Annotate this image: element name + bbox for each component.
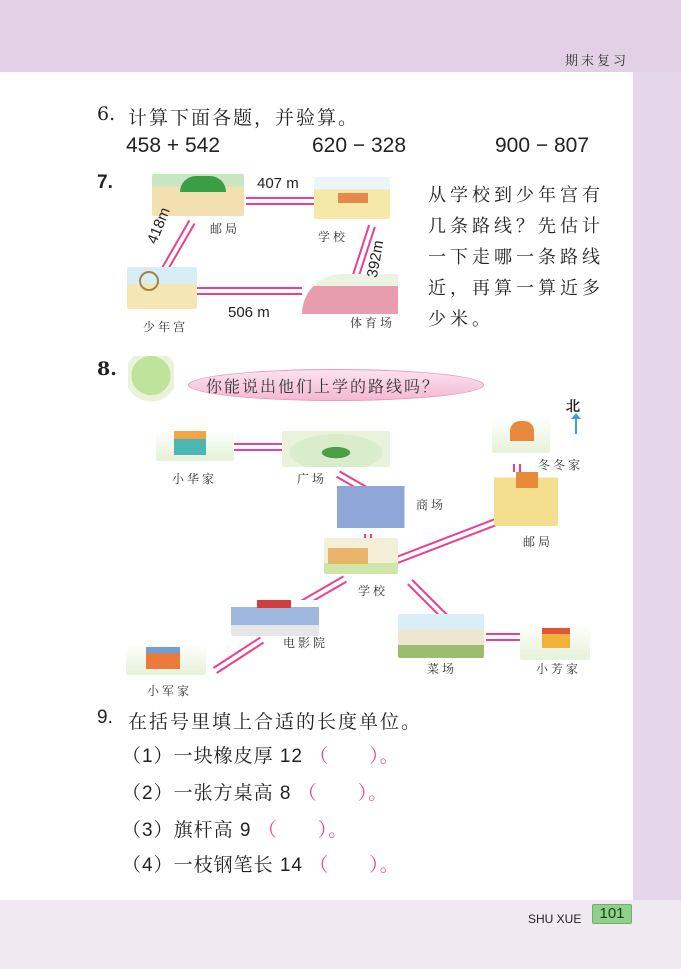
label-xiaohua-home: 小华家 (172, 472, 218, 486)
market-image (398, 614, 484, 658)
xiaojun-home-image (126, 637, 206, 675)
label-xiaofang-home: 小芳家 (536, 662, 582, 676)
question-6-number: 6. (97, 103, 116, 125)
item-index: （2） (122, 783, 174, 804)
question-9-number: 9. (97, 707, 113, 728)
question-6-prompt: 计算下面各题，并验算。 (128, 107, 360, 129)
question-8-number: 8. (97, 358, 117, 380)
road-xiaohua-square (234, 443, 284, 451)
answer-blank-1[interactable]: （ ）。 (309, 746, 400, 767)
road-market-xiaofang (486, 633, 520, 641)
distance-post-youth: 418m (144, 205, 174, 247)
distance-youth-stadium: 506 m (228, 304, 270, 321)
road-youth-stadium (196, 287, 302, 295)
footer-band (0, 900, 681, 969)
item-index: （4） (122, 855, 174, 876)
answer-blank-3[interactable]: （ ）。 (257, 820, 349, 841)
fill-item-3 (122, 815, 348, 842)
label-dongdong-home: 冬冬家 (538, 458, 584, 472)
label-school-8: 学校 (358, 584, 389, 598)
label-market: 菜场 (427, 662, 458, 676)
fill-item-4 (122, 850, 400, 877)
item-text: 一张方桌高 8 (173, 783, 292, 804)
question-7-prompt: 从学校到少年宫有几条路线？先估计一下走哪一条路线近，再算一算近多少米。 (428, 185, 604, 330)
subject-label: SHU XUE (528, 912, 582, 926)
speech-bubble-text: 你能说出他们上学的路线吗？ (206, 377, 441, 396)
label-xiaojun-home: 小军家 (147, 684, 193, 698)
school-image (314, 177, 390, 219)
label-post-office-8: 邮局 (523, 535, 554, 549)
north-label: 北 (566, 399, 580, 415)
xiaohua-home-image (156, 425, 234, 461)
question-9-prompt: 在括号里填上合适的长度单位。 (128, 711, 423, 733)
label-square: 广场 (297, 472, 328, 486)
xiaofang-home-image (520, 618, 590, 660)
cinema-image (231, 600, 319, 636)
road-post-school (246, 197, 314, 205)
item-index: （3） (122, 820, 174, 841)
dongdong-home-image (492, 413, 550, 453)
distance-post-school: 407 m (257, 175, 299, 192)
label-youth-palace: 少年宫 (143, 320, 189, 334)
answer-blank-2[interactable]: （ ）。 (297, 783, 389, 804)
problem-3: 900 − 807 (495, 134, 590, 157)
north-arrow-icon (575, 418, 577, 434)
cabbage-mascot-icon (128, 356, 174, 412)
label-post-office: 邮局 (210, 222, 241, 236)
label-school: 学校 (318, 230, 349, 244)
school-8-image (324, 538, 398, 574)
problem-2: 620 − 328 (312, 134, 407, 157)
answer-blank-4[interactable]: （ ）。 (309, 855, 400, 876)
distance-school-stadium: 392m (364, 239, 388, 279)
label-cinema: 电影院 (283, 636, 329, 650)
item-text: 旗杆高 9 (173, 820, 252, 841)
fill-item-1 (122, 741, 400, 768)
youth-palace-image (127, 267, 197, 309)
fill-item-2 (122, 778, 388, 805)
square-image (282, 431, 390, 467)
label-stadium: 体育场 (350, 316, 396, 330)
post-office-8-image (494, 472, 558, 526)
right-margin-band (633, 72, 681, 902)
item-index: （1） (122, 746, 174, 767)
mall-image (318, 486, 414, 528)
item-text: 一枝钢笔长 14 (173, 855, 303, 876)
question-7-number: 7. (97, 172, 113, 193)
page-number: 101 (592, 904, 632, 924)
section-title: 期末复习 (564, 54, 629, 69)
problem-1: 458 + 542 (126, 134, 221, 157)
item-text: 一块橡皮厚 12 (173, 746, 303, 767)
label-mall: 商场 (416, 498, 447, 512)
